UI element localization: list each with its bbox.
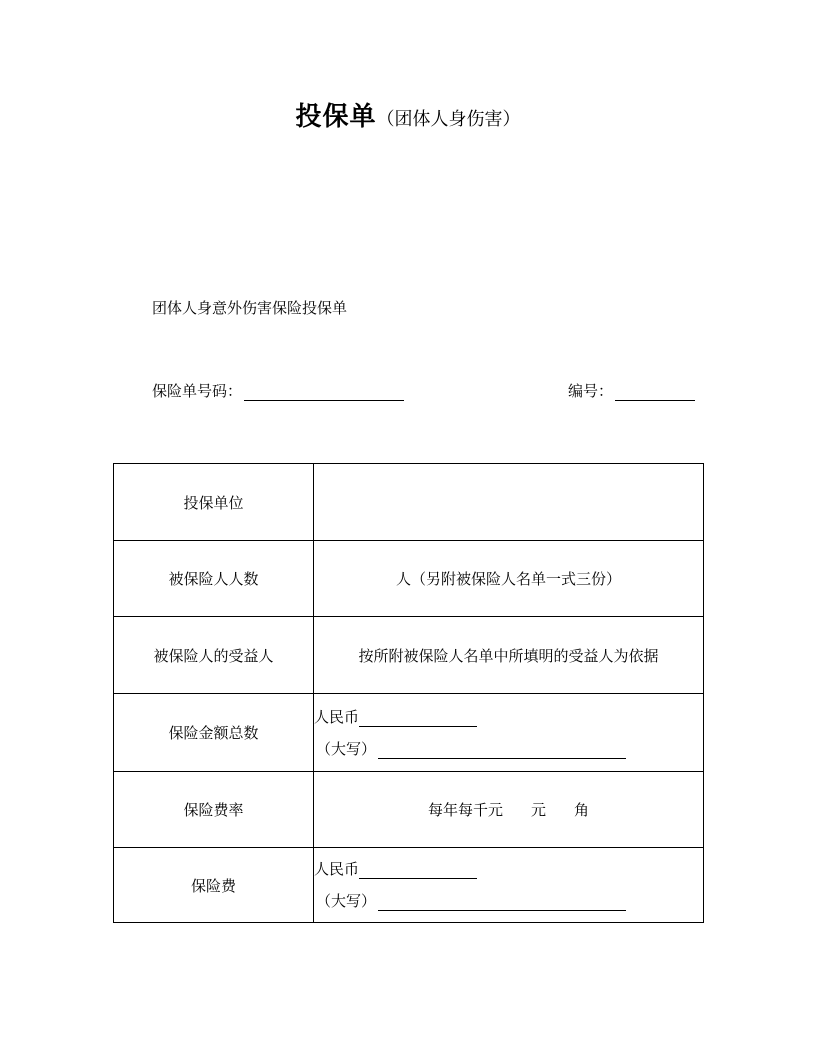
table-row bbox=[114, 772, 704, 848]
policy-number-field bbox=[152, 380, 404, 401]
title-main: 投保单 bbox=[295, 102, 377, 132]
premium-rmb-blank[interactable] bbox=[359, 862, 477, 879]
insured-count-value[interactable]: 人（另附被保险人名单一式三份） bbox=[314, 541, 704, 617]
serial-number-field bbox=[568, 380, 695, 401]
table-row bbox=[114, 541, 704, 617]
beneficiary-label: 被保险人的受益人 bbox=[114, 617, 314, 694]
policy-number-label: 保险单号码： bbox=[152, 382, 243, 400]
serial-number-label: 编号： bbox=[568, 382, 614, 400]
premium-rate-jiao: 角 bbox=[574, 801, 590, 819]
sum-insured-label: 保险金额总数 bbox=[114, 694, 314, 772]
sum-insured-capital-line bbox=[314, 739, 703, 759]
premium-capital-line bbox=[314, 891, 703, 911]
table-row bbox=[114, 617, 704, 694]
policy-number-blank[interactable] bbox=[244, 384, 404, 401]
insured-count-label: 被保险人人数 bbox=[114, 541, 314, 617]
sum-insured-rmb-blank[interactable] bbox=[359, 710, 477, 727]
sum-insured-currency: 人民币 bbox=[314, 707, 360, 726]
sum-insured-value bbox=[314, 694, 704, 772]
insured-unit-value[interactable] bbox=[314, 464, 704, 541]
beneficiary-value: 按所附被保险人名单中所填明的受益人为依据 bbox=[314, 617, 704, 694]
table-row bbox=[114, 464, 704, 541]
insured-unit-label: 投保单位 bbox=[114, 464, 314, 541]
form-subtitle: 团体人身意外伤害保险投保单 bbox=[152, 299, 348, 317]
document-title bbox=[0, 96, 816, 133]
premium-label: 保险费 bbox=[114, 848, 314, 923]
sum-insured-capital-label: （大写） bbox=[316, 739, 377, 758]
table-row bbox=[114, 848, 704, 923]
table-row bbox=[114, 694, 704, 772]
title-note: （团体人身伤害） bbox=[376, 109, 521, 130]
sum-insured-capital-blank[interactable] bbox=[378, 742, 626, 759]
premium-rate-yuan: 元 bbox=[530, 801, 546, 819]
serial-number-blank[interactable] bbox=[615, 384, 695, 401]
premium-rate-prefix: 每年每千元 bbox=[427, 801, 503, 819]
premium-rate-label: 保险费率 bbox=[114, 772, 314, 848]
premium-rate-value[interactable] bbox=[314, 772, 704, 848]
premium-capital-blank[interactable] bbox=[378, 894, 626, 911]
premium-currency: 人民币 bbox=[314, 860, 360, 878]
premium-rmb-line bbox=[314, 859, 703, 879]
premium-capital-label: （大写） bbox=[316, 892, 377, 910]
premium-value bbox=[314, 848, 704, 923]
sum-insured-rmb-line bbox=[314, 707, 703, 727]
application-form-table bbox=[113, 463, 704, 923]
